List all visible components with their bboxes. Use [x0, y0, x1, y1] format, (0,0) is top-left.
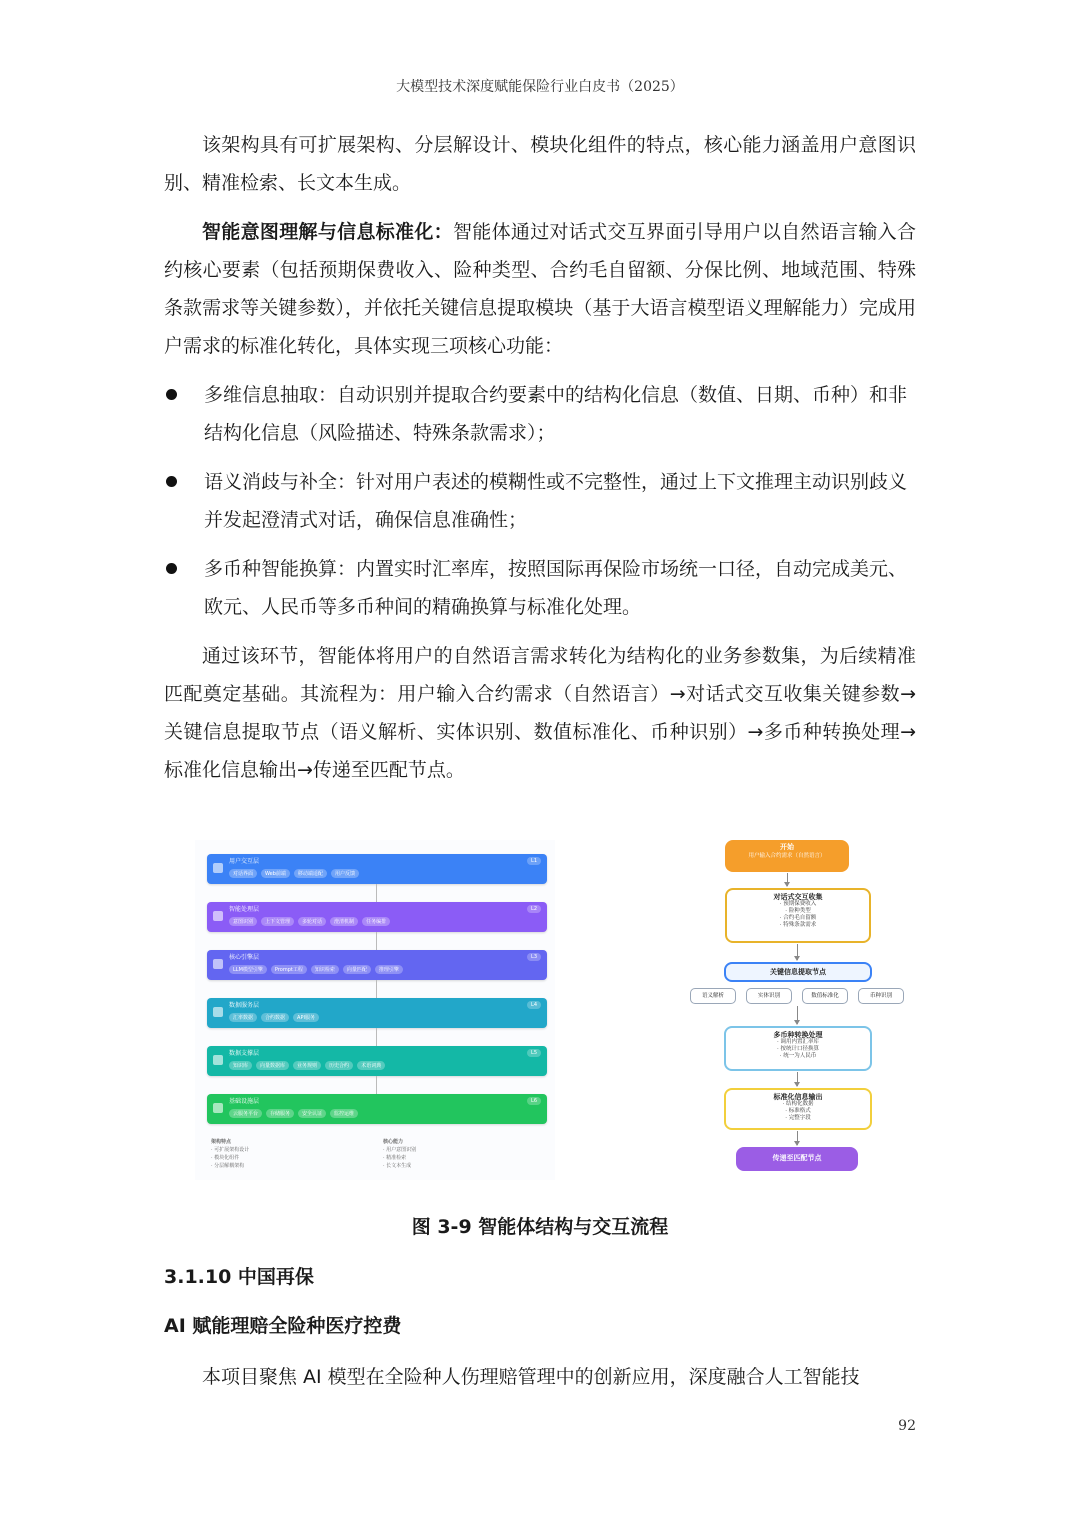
flow-dialog-collect-node: 对话式交互收集 · 预期保费收入 · 险种类型 · 合约毛自留额 · 特殊条款需求 [725, 888, 871, 943]
layer-connector [376, 1028, 377, 1046]
layer-connector [376, 1076, 377, 1094]
flow-arrow [787, 873, 788, 886]
layer-chip: 任务编排 [362, 917, 390, 926]
layer-icon [213, 1007, 223, 1017]
flow-output-node: 标准化信息输出 · 结构化数据 · 标准格式 · 完整字段 [724, 1088, 872, 1130]
bullet-text: 多币种智能换算：内置实时汇率库，按照国际再保险市场统一口径，自动完成美元、欧元、人民币等多币种间的精确换算与标准化处理。 [204, 558, 908, 618]
layer-chips [229, 1013, 319, 1022]
page-number: 92 [898, 1418, 916, 1434]
flow-subnode-numeric: 数值标准化 [802, 988, 848, 1004]
layer-connector [376, 932, 377, 950]
running-header: 大模型技术深度赋能保险行业白皮书（2025） [396, 79, 684, 95]
layer-tag: L3 [527, 953, 541, 961]
layer-chip: 移动端适配 [294, 869, 327, 878]
layer-chip: 向量匹配 [343, 965, 371, 974]
layer-icon [213, 863, 223, 873]
layer-chip: 知识检索 [311, 965, 339, 974]
body-text-top [164, 126, 916, 789]
layer-chip: LLM模型引擎 [229, 965, 267, 974]
paragraph-intent-body: 智能体通过对话式交互界面引导用户以自然语言输入合约核心要素（包括预期保费收入、险种类型、合约毛自留额、分保比例、地域范围、特殊条款需求等关键参数），并依托关键信息提取模块（基于大语言模型语义理解能力）完成用户需求的标准化转化，具体实现三项核心功能： [164, 221, 916, 357]
layer-chip: 对话界面 [229, 869, 257, 878]
layer-icon [213, 911, 223, 921]
layer-chip: 历史合约 [325, 1061, 353, 1070]
bullet-dot-icon [166, 563, 177, 574]
layer-title: 核心引擎层 [229, 954, 260, 961]
layer-chip: Web前端 [261, 869, 290, 878]
bullet-item [164, 376, 916, 452]
flow-arrow [797, 944, 798, 960]
flow-start-node: 开始 用户输入合约需求（自然语言） [725, 840, 849, 872]
layer-title: 基础设施层 [229, 1098, 260, 1105]
flow-subnode-semantic: 语义解析 [690, 988, 736, 1004]
layer-chip: 云服务平台 [229, 1109, 262, 1118]
architecture-layer [207, 854, 547, 884]
flow-end-node: 传递至匹配节点 [736, 1147, 858, 1171]
paragraph-architecture: 该架构具有可扩展架构、分层解设计、模块化组件的特点，核心能力涵盖用户意图识别、精准检索、长文本生成。 [164, 134, 916, 194]
layer-chip: 存储服务 [266, 1109, 294, 1118]
layer-chip: 安全认证 [298, 1109, 326, 1118]
bullet-text: 语义消歧与补全：针对用户表述的模糊性或不完整性，通过上下文推理主动识别歧义并发起澄清式对话，确保信息准确性； [204, 471, 908, 531]
layer-chips [229, 965, 403, 974]
architecture-layer [207, 998, 547, 1028]
layer-tag: L2 [527, 905, 541, 913]
architecture-diagram [195, 840, 555, 1180]
figure-caption: 图 3-9 智能体结构与交互流程 [411, 1216, 669, 1238]
layer-chip: 上下文管理 [261, 917, 294, 926]
layer-tag: L6 [527, 1097, 541, 1105]
flow-key-info-node: 关键信息提取节点 [724, 962, 872, 982]
flow-arrow [797, 1072, 798, 1086]
layer-chip: 监控运维 [330, 1109, 358, 1118]
layer-chip: API服务 [293, 1013, 319, 1022]
layer-chips [229, 1109, 358, 1118]
architecture-layer [207, 950, 547, 980]
layer-chips [229, 1061, 385, 1070]
layer-chip: 业务规则 [293, 1061, 321, 1070]
paragraph-project: 本项目聚焦 AI 模型在全险种人伤理赔管理中的创新应用，深度融合人工智能技 [202, 1366, 860, 1388]
bullet-text: 多维信息抽取：自动识别并提取合约要素中的结构化信息（数值、日期、币种）和非结构化信息（风险描述、特殊条款需求）； [204, 384, 908, 444]
architecture-layer [207, 1094, 547, 1124]
bullet-dot-icon [166, 476, 177, 487]
flow-subnode-currency: 币种识别 [858, 988, 904, 1004]
layer-tag: L1 [527, 857, 541, 865]
bullet-item [164, 463, 916, 539]
layer-chips [229, 917, 390, 926]
layer-title: 数据支撑层 [229, 1050, 260, 1057]
flow-arrow [797, 1131, 798, 1145]
layer-connector [376, 980, 377, 998]
arch-features-note: 架构特点 · 可扩展架构设计 · 模块化组件 · 分层解耦架构 [211, 1139, 250, 1169]
layer-tag: L4 [527, 1001, 541, 1009]
layer-chip: 推理引擎 [375, 965, 403, 974]
subsection-heading: AI 赋能理赔全险种医疗控费 [164, 1315, 402, 1337]
flow-currency-node: 多币种转换处理 · 调用内置汇率库 · 按统计口径换算 · 统一为人民币 [724, 1026, 872, 1071]
flow-arrow [797, 1006, 798, 1024]
layer-chip: 汇率数据 [229, 1013, 257, 1022]
body-text-bottom [164, 1358, 916, 1396]
layer-title: 数据服务层 [229, 1002, 260, 1009]
layer-chip: 向量数据库 [256, 1061, 289, 1070]
architecture-layer [207, 902, 547, 932]
bullet-dot-icon [166, 389, 177, 400]
layer-chip: 澄清机制 [330, 917, 358, 926]
layer-chip: 知识库 [229, 1061, 252, 1070]
layer-chip: 多轮对话 [298, 917, 326, 926]
layer-icon [213, 1055, 223, 1065]
layer-connector [376, 884, 377, 902]
section-heading: 3.1.10 中国再保 [164, 1266, 314, 1288]
process-flowchart [688, 836, 908, 1176]
layer-chips [229, 869, 359, 878]
layer-icon [213, 1103, 223, 1113]
layer-title: 智能处理层 [229, 906, 260, 913]
paragraph-intent-heading: 智能意图理解与信息标准化： [202, 221, 453, 243]
flow-subnode-entity: 实体识别 [746, 988, 792, 1004]
paragraph-intent [164, 213, 916, 365]
bullet-item [164, 550, 916, 626]
layer-chip: 合约数据 [261, 1013, 289, 1022]
layer-tag: L5 [527, 1049, 541, 1057]
layer-chip: 术语词典 [357, 1061, 385, 1070]
architecture-layer [207, 1046, 547, 1076]
layer-title: 用户交互层 [229, 858, 260, 865]
layer-icon [213, 959, 223, 969]
paragraph-process: 通过该环节，智能体将用户的自然语言需求转化为结构化的业务参数集，为后续精准匹配奠定基础。其流程为：用户输入合约需求（自然语言）→对话式交互收集关键参数→关键信息提取节点（语义解析、实体识别、数值标准化、币种识别）→多币种转换处理→标准化信息输出→传递至匹配节点。 [164, 645, 916, 781]
core-capabilities-note: 核心能力 · 用户意图识别 · 精准检索 · 长文本生成 [383, 1139, 417, 1169]
layer-chip: 用户反馈 [331, 869, 359, 878]
layer-chip: 意图识别 [229, 917, 257, 926]
layer-chip: Prompt工程 [271, 965, 307, 974]
